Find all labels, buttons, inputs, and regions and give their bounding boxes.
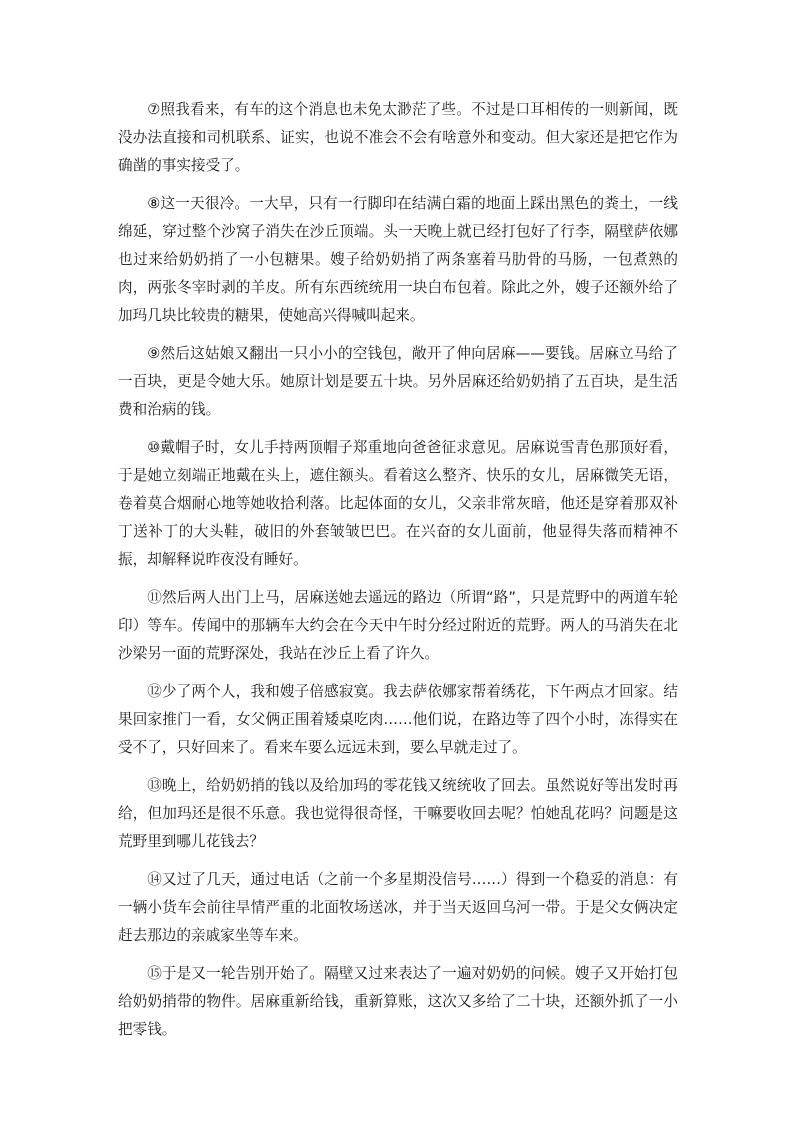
paragraph-14: ⑭又过了几天，通过电话（之前一个多星期没信号……）得到一个稳妥的消息：有一辆小货车会前往旱情严重的北面牧场送冰，并于当天返回乌河一带。于是父女俩决定赶去那边的亲戚家坐等车来。 — [118, 871, 678, 944]
paragraph-9: ⑨然后这姑娘又翻出一只小小的空钱包，敞开了伸向居麻——要钱。居麻立马给了一百块，更是令她大乐。她原计划是要五十块。另外居麻还给奶奶捎了五百块，是生活费和治病的钱。 — [118, 345, 678, 418]
paragraph-7: ⑦照我看来，有车的这个消息也未免太渺茫了些。不过是口耳相传的一则新闻，既没办法直接和司机联系、证实，也说不准会不会有啥意外和变动。但大家还是把它作为确凿的事实接受了。 — [118, 101, 678, 174]
paragraph-15: ⑮于是又一轮告别开始了。隔壁又过来表达了一遍对奶奶的问候。嫂子又开始打包给奶奶捎带的物件。居麻重新给钱，重新算账，这次又多给了二十块，还额外抓了一小把零钱。 — [118, 965, 678, 1038]
paragraph-12: ⑫少了两个人，我和嫂子倍感寂寞。我去萨依娜家帮着绣花，下午两点才回家。结果回家推门一看，女父俩正围着矮桌吃肉……他们说，在路边等了四个小时，冻得实在受不了，只好回来了。看来车要么远远未到，要么早就走过了。 — [118, 683, 678, 756]
paragraph-11: ⑪然后两人出门上马，居麻送她去遥远的路边（所谓“路”，只是荒野中的两道车轮印）等车。传闻中的那辆车大约会在今天中午时分经过附近的荒野。两人的马消失在北沙梁另一面的荒野深处，我站在沙丘上看了许久。 — [118, 589, 678, 662]
paragraph-10: ⑩戴帽子时，女儿手持两顶帽子郑重地向爸爸征求意见。居麻说雪青色那顶好看，于是她立刻端正地戴在头上，遮住额头。看着这么整齐、快乐的女儿，居麻微笑无语，卷着莫合烟耐心地等她收拾利落。比起体面的女儿，父亲非常灰暗，他还是穿着那双补丁送补丁的大头鞋，破旧的外套皱皱巴巴。在兴奋的女儿面前，他显得失落而精神不振，却解释说昨夜没有睡好。 — [118, 439, 678, 568]
paragraph-13: ⑬晚上，给奶奶捎的钱以及给加玛的零花钱又统统收了回去。虽然说好等出发时再给，但加玛还是很不乐意。我也觉得很奇怪，干嘛要收回去呢？怕她乱花吗？问题是这荒野里到哪儿花钱去？ — [118, 777, 678, 850]
article-body — [118, 96, 678, 1054]
paragraph-8: ⑧这一天很冷。一大早，只有一行脚印在结满白霜的地面上踩出黑色的粪土，一线绵延，穿过整个沙窝子消失在沙丘顶端。头一天晚上就已经打包好了行李，隔壁萨依娜也过来给奶奶捎了一小包糖果。嫂子给奶奶捎了两条塞着马肋骨的马肠，一包煮熟的肉，两张冬宰时剥的羊皮。所有东西统统用一块白布包着。除此之外，嫂子还额外给了加玛几块比较贵的糖果，使她高兴得喊叫起来。 — [118, 195, 678, 324]
